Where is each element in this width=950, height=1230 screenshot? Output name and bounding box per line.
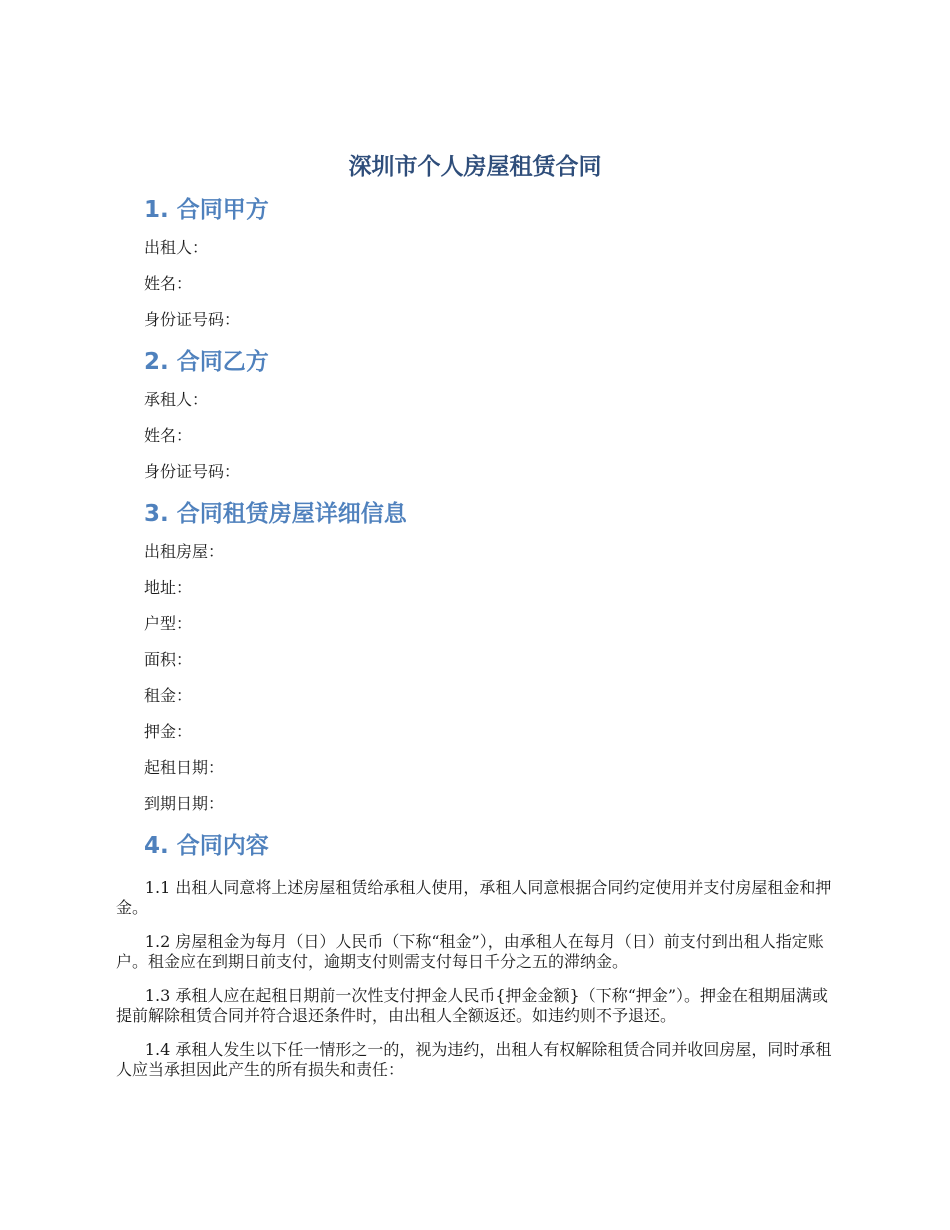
- field-label: 姓名：: [144, 426, 193, 445]
- section-party-a: [144, 196, 844, 346]
- clause-paragraph: 1.3 承租人应在起租日期前一次性支付押金人民币{押金金额}（下称“押金”）。押金在租期届满或提前解除租赁合同并符合退还条件时，由出租人全额返还。如违约则不予退还。: [116, 986, 829, 1025]
- section-property-details: [144, 500, 844, 830]
- field-list: [144, 390, 844, 498]
- section-heading: 1. 合同甲方: [144, 197, 269, 223]
- section-heading: 4. 合同内容: [144, 833, 269, 859]
- field-label: 租金：: [144, 686, 193, 705]
- field-label: 户型：: [144, 614, 193, 633]
- document-body: [116, 196, 844, 1094]
- section-contract-content: [116, 832, 844, 1080]
- field-label: 到期日期：: [144, 794, 225, 813]
- clause-paragraph: 1.4 承租人发生以下任一情形之一的，视为违约，出租人有权解除租赁合同并收回房屋，同时承租人应当承担因此产生的所有损失和责任：: [116, 1040, 832, 1079]
- clause-paragraph: 1.1 出租人同意将上述房屋租赁给承租人使用，承租人同意根据合同约定使用并支付房屋租金和押金。: [116, 878, 832, 917]
- field-label: 押金：: [144, 722, 193, 741]
- field-label: 身份证号码：: [144, 462, 241, 481]
- field-label: 姓名：: [144, 274, 193, 293]
- field-label: 出租房屋：: [144, 542, 225, 561]
- field-label: 地址：: [144, 578, 193, 597]
- field-list: [144, 542, 844, 830]
- clause-list: [116, 878, 844, 1080]
- section-party-b: [144, 348, 844, 498]
- section-heading: 2. 合同乙方: [144, 349, 269, 375]
- field-label: 承租人：: [144, 390, 209, 409]
- field-list: [144, 238, 844, 346]
- clause-paragraph: 1.2 房屋租金为每月（日）人民币（下称“租金”），由承租人在每月（日）前支付到出租人指定账户。租金应在到期日前支付，逾期支付则需支付每日千分之五的滞纳金。: [116, 932, 824, 971]
- field-label: 起租日期：: [144, 758, 225, 777]
- document-title: 深圳市个人房屋租赁合同: [348, 154, 602, 180]
- field-label: 出租人：: [144, 238, 209, 257]
- section-heading: 3. 合同租赁房屋详细信息: [144, 501, 407, 527]
- field-label: 面积：: [144, 650, 193, 669]
- field-label: 身份证号码：: [144, 310, 241, 329]
